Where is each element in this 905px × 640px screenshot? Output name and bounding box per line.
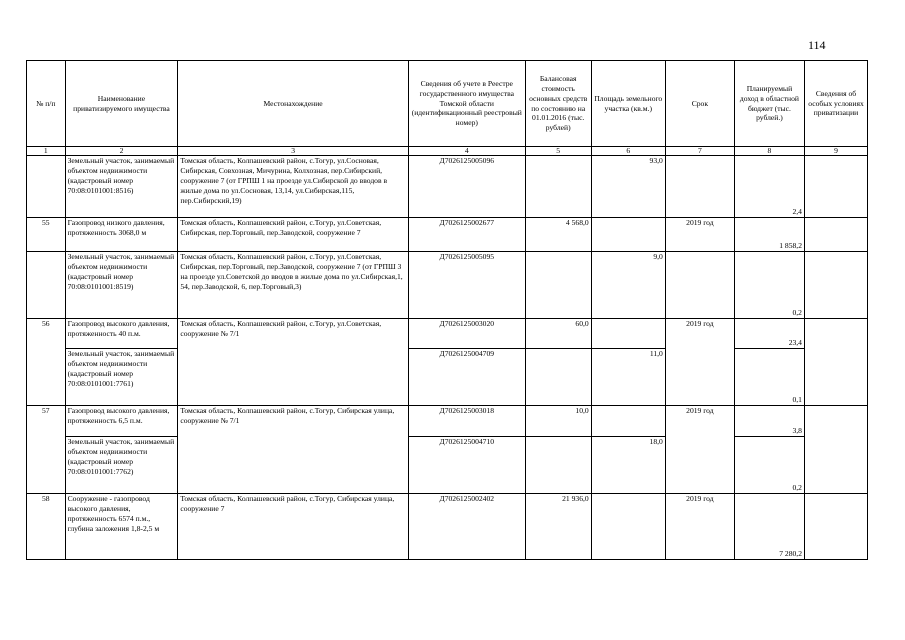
table-row: [27, 349, 868, 406]
cell-registry: Д7026125005096: [408, 156, 525, 218]
cell-name: Газопровод высокого давления, протяженность 6,5 п.м.: [65, 406, 178, 437]
header-cell-number: № п/п: [27, 61, 66, 147]
cell-location: Томская область, Колпашевский район, с.Тогур, ул.Советская, сооружение № 7/1: [178, 319, 409, 406]
cell-balance: 10,0: [525, 406, 591, 437]
cell-balance: [525, 252, 591, 319]
cell-term: 2019 год: [665, 319, 734, 406]
cell-balance: [525, 156, 591, 218]
cell-income: 23,4: [734, 319, 804, 349]
column-number: 9: [804, 147, 867, 156]
cell-area: 18,0: [591, 437, 665, 494]
column-number: 8: [734, 147, 804, 156]
cell-number: 55: [27, 218, 66, 252]
cell-term: 2019 год: [665, 494, 734, 560]
cell-income: 0,1: [734, 349, 804, 406]
column-number: 5: [525, 147, 591, 156]
column-number: 4: [408, 147, 525, 156]
cell-notes: [804, 156, 867, 218]
cell-registry: Д7026125002677: [408, 218, 525, 252]
table-row: [27, 252, 868, 319]
cell-income: 3,8: [734, 406, 804, 437]
cell-location: Томская область, Колпашевский район, с.Тогур, ул.Сосновая, Сибирская, Совхозная, Мичурина, Колхозная, пер.Сибирский, сооружение 7 (от ГРПШ 1 на проезде ул.Сибирской до вводов в жилые дома по ул.Сосновая, 13,14, ул.Сибирская,115, пер.Сибирский,19): [178, 156, 409, 218]
cell-area: [591, 218, 665, 252]
cell-number: [27, 252, 66, 319]
cell-registry: Д7026125004710: [408, 437, 525, 494]
cell-name: Земельный участок, занимаемый объектом недвижимости (кадастровый номер 70:08:0101001:8519): [65, 252, 178, 319]
cell-name: Газопровод низкого давления, протяженность 3068,0 м: [65, 218, 178, 252]
header-cell-notes: Сведения об особых условиях приватизации: [804, 61, 867, 147]
cell-number: 56: [27, 319, 66, 406]
cell-number: 57: [27, 406, 66, 494]
cell-registry: Д7026125003020: [408, 319, 525, 349]
cell-number: [27, 156, 66, 218]
column-number: 3: [178, 147, 409, 156]
cell-name: Земельный участок, занимаемый объектом недвижимости (кадастровый номер 70:08:0101001:8516): [65, 156, 178, 218]
column-number: 6: [591, 147, 665, 156]
cell-balance: 60,0: [525, 319, 591, 349]
cell-registry: Д7026125004709: [408, 349, 525, 406]
cell-name: Газопровод высокого давления, протяженность 40 п.м.: [65, 319, 178, 349]
cell-balance: [525, 437, 591, 494]
table-row: [27, 218, 868, 252]
cell-location: Томская область, Колпашевский район, с.Тогур, Сибирская улица, сооружение № 7/1: [178, 406, 409, 494]
cell-area: [591, 319, 665, 349]
cell-area: [591, 406, 665, 437]
cell-term: [665, 156, 734, 218]
cell-registry: Д7026125002402: [408, 494, 525, 560]
cell-income: 7 280,2: [734, 494, 804, 560]
cell-registry: Д7026125003018: [408, 406, 525, 437]
column-number: 1: [27, 147, 66, 156]
header-cell-registry: Сведения об учете в Реестре государственного имущества Томской области (идентификационный реестровый номер): [408, 61, 525, 147]
cell-registry: Д7026125005095: [408, 252, 525, 319]
table-row: [27, 406, 868, 437]
header-cell-area: Площадь земельного участка (кв.м.): [591, 61, 665, 147]
cell-area: 11,0: [591, 349, 665, 406]
cell-balance: 21 936,0: [525, 494, 591, 560]
cell-term: 2019 год: [665, 406, 734, 494]
cell-balance: [525, 349, 591, 406]
cell-notes: [804, 252, 867, 319]
cell-notes: [804, 319, 867, 406]
header-cell-location: Местонахождение: [178, 61, 409, 147]
header-cell-term: Срок: [665, 61, 734, 147]
cell-location: Томская область, Колпашевский район, с.Тогур, Сибирская улица, сооружение 7: [178, 494, 409, 560]
cell-income: 0,2: [734, 252, 804, 319]
table-row: [27, 319, 868, 349]
cell-name: Земельный участок, занимаемый объектом недвижимости (кадастровый номер 70:08:0101001:7762): [65, 437, 178, 494]
header-cell-income: Планируемый доход в областной бюджет (тыс. рублей.): [734, 61, 804, 147]
cell-area: 9,0: [591, 252, 665, 319]
cell-location: Томская область, Колпашевский район, с.Тогур, ул.Советская, Сибирская, пер.Торговый, пер.Заводской, сооружение 7: [178, 218, 409, 252]
cell-income: 2,4: [734, 156, 804, 218]
table-row: [27, 437, 868, 494]
cell-area: 93,0: [591, 156, 665, 218]
cell-area: [591, 494, 665, 560]
cell-term: [665, 252, 734, 319]
column-number-row: [27, 147, 868, 156]
cell-income: 1 858,2: [734, 218, 804, 252]
cell-name: Сооружение - газопровод высокого давления, протяженность 6574 п.м., глубина заложения 1,8-2,5 м: [65, 494, 178, 560]
column-number: 2: [65, 147, 178, 156]
header-cell-balance: Балансовая стоимость основных средств по состоянию на 01.01.2016 (тыс. рублей): [525, 61, 591, 147]
table-row: [27, 494, 868, 560]
cell-notes: [804, 406, 867, 494]
cell-notes: [804, 218, 867, 252]
cell-notes: [804, 494, 867, 560]
cell-number: 58: [27, 494, 66, 560]
cell-name: Земельный участок, занимаемый объектом недвижимости (кадастровый номер 70:08:0101001:7761): [65, 349, 178, 406]
cell-income: 0,2: [734, 437, 804, 494]
page-number: 114: [808, 38, 826, 52]
header-cell-name: Наименование приватизируемого имущества: [65, 61, 178, 147]
cell-term: 2019 год: [665, 218, 734, 252]
privatization-table: [26, 60, 868, 560]
column-number: 7: [665, 147, 734, 156]
table-row: [27, 156, 868, 218]
cell-location: Томская область, Колпашевский район, с.Тогур, ул.Советская, Сибирская, пер.Торговый, пер.Заводской, сооружение 7 (от ГРПШ 3 на проезде ул.Советской до вводов в жилые дома по ул.Сибирская,1, 54, пер.Заводской, 6, пер.Торговый,3): [178, 252, 409, 319]
cell-balance: 4 568,0: [525, 218, 591, 252]
